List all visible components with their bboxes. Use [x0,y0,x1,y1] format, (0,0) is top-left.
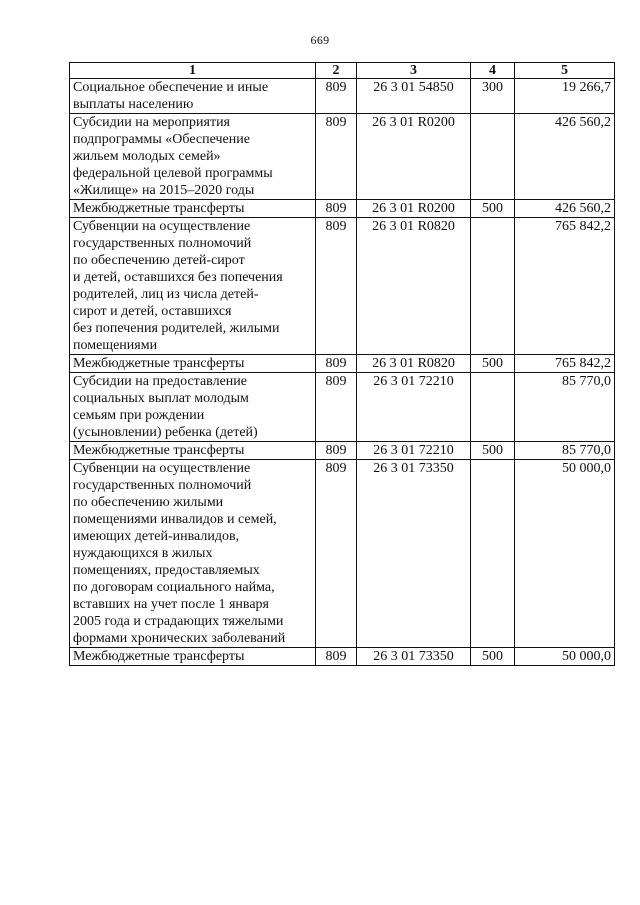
row-code: 26 3 01 73350 [357,460,471,648]
row-name: Социальное обеспечение и иные выплаты населению [70,79,316,114]
table-row [70,218,615,355]
row-type: 500 [471,648,515,666]
header-col-2: 2 [316,63,357,79]
row-ministry: 809 [316,218,357,355]
header-col-4: 4 [471,63,515,79]
table-row [70,355,615,373]
table-row [70,114,615,200]
row-code: 26 3 01 R0200 [357,200,471,218]
table-header-row [70,63,615,79]
row-amount: 50 000,0 [515,460,615,648]
header-col-5: 5 [515,63,615,79]
table-row [70,200,615,218]
row-amount: 765 842,2 [515,218,615,355]
row-type [471,114,515,200]
row-amount: 426 560,2 [515,200,615,218]
row-name: Межбюджетные трансферты [70,648,316,666]
row-ministry: 809 [316,114,357,200]
row-code: 26 3 01 72210 [357,373,471,442]
table-row [70,648,615,666]
row-amount: 85 770,0 [515,442,615,460]
row-name: Субсидии на предоставление социальных выплат молодым семьям при рождении (усыновлении) ребенка (детей) [70,373,316,442]
header-col-1: 1 [70,63,316,79]
row-code: 26 3 01 73350 [357,648,471,666]
row-ministry: 809 [316,442,357,460]
row-type: 500 [471,200,515,218]
row-code: 26 3 01 R0820 [357,218,471,355]
row-type: 300 [471,79,515,114]
row-name: Межбюджетные трансферты [70,200,316,218]
row-amount: 765 842,2 [515,355,615,373]
budget-table [69,62,615,666]
row-type: 500 [471,442,515,460]
row-name: Межбюджетные трансферты [70,355,316,373]
row-name: Субвенции на осуществление государственных полномочий по обеспечению жилыми помещениями инвалидов и семей, имеющих детей-инвалидов, нуждающихся в жилых помещениях, предоставляемых по договорам социального найма, вставших на учет после 1 января 2005 года и страдающих тяжелыми формами хронических заболеваний [70,460,316,648]
row-name: Субвенции на осуществление государственных полномочий по обеспечению детей-сирот и детей, оставшихся без попечения родителей, лиц из числа детей- сирот и детей, оставшихся без попечения родителей, жилыми помещениями [70,218,316,355]
row-name: Межбюджетные трансферты [70,442,316,460]
table-row [70,442,615,460]
row-type [471,460,515,648]
row-amount: 19 266,7 [515,79,615,114]
row-type [471,373,515,442]
row-ministry: 809 [316,373,357,442]
row-ministry: 809 [316,79,357,114]
row-ministry: 809 [316,200,357,218]
table-body [70,79,615,666]
table-row [70,79,615,114]
row-code: 26 3 01 54850 [357,79,471,114]
row-code: 26 3 01 R0820 [357,355,471,373]
row-amount: 85 770,0 [515,373,615,442]
row-amount: 426 560,2 [515,114,615,200]
page-number: 669 [310,33,330,47]
row-type: 500 [471,355,515,373]
row-ministry: 809 [316,355,357,373]
row-amount: 50 000,0 [515,648,615,666]
row-ministry: 809 [316,648,357,666]
table-row [70,460,615,648]
row-code: 26 3 01 72210 [357,442,471,460]
table-row [70,373,615,442]
header-col-3: 3 [357,63,471,79]
row-code: 26 3 01 R0200 [357,114,471,200]
row-name: Субсидии на мероприятия подпрограммы «Обеспечение жильем молодых семей» федеральной целевой программы «Жилище» на 2015–2020 годы [70,114,316,200]
row-ministry: 809 [316,460,357,648]
row-type [471,218,515,355]
